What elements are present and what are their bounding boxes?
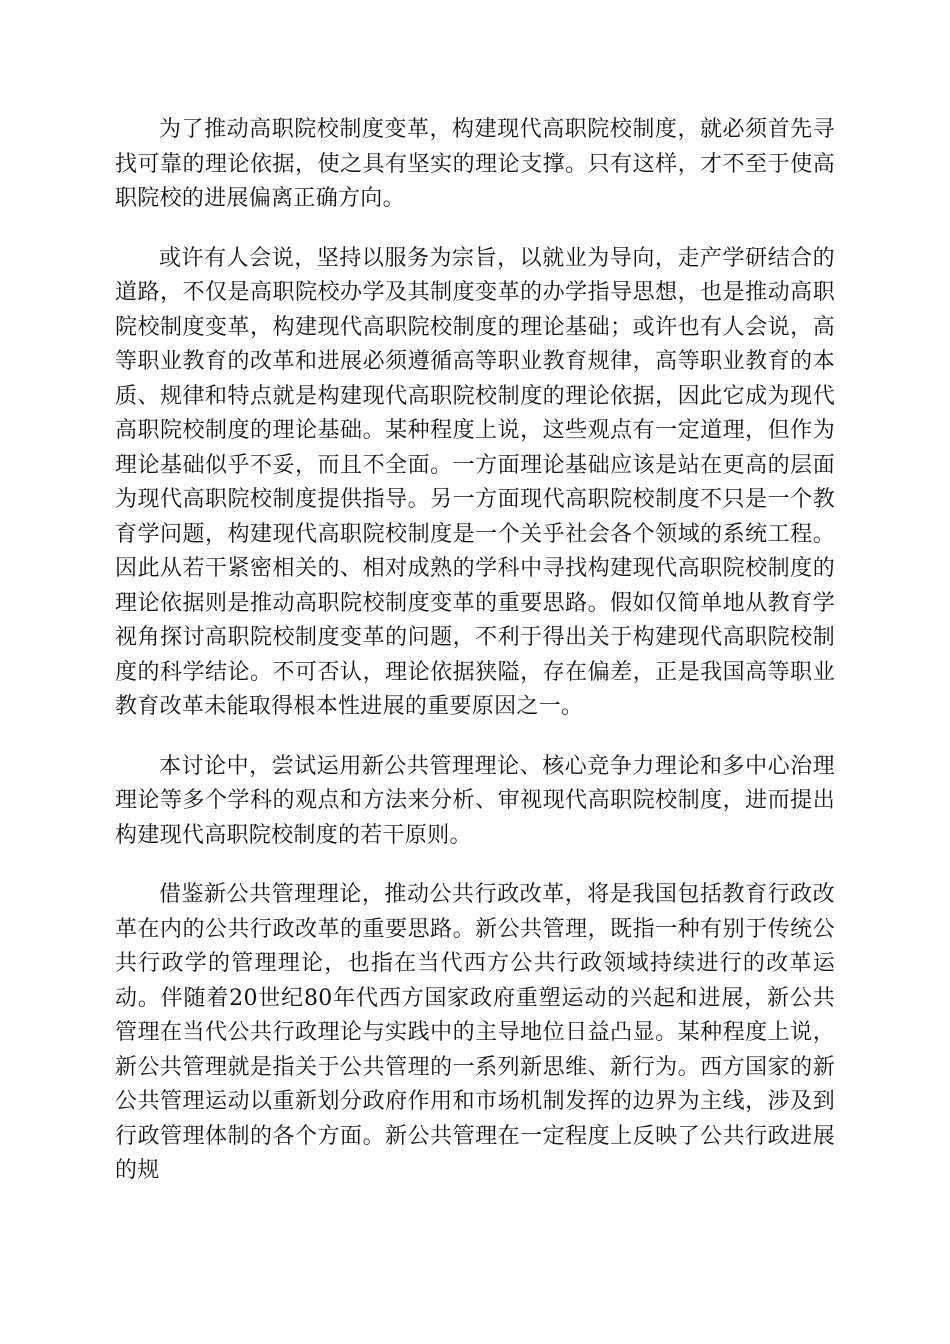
paragraph-3: 本讨论中，尝试运用新公共管理理论、核心竞争力理论和多中心治理理论等多个学科的观点和方法来分析、审视现代高职院校制度，进而提出构建现代高职院校制度的若干原则。 <box>115 753 835 848</box>
paragraph-2: 或许有人会说，坚持以服务为宗旨，以就业为导向，走产学研结合的道路，不仅是高职院校办学及其制度变革的办学指导思想，也是推动高职院校制度变革，构建现代高职院校制度的理论基础；或许也有人会说，高等职业教育的改革和进展必须遵循高等职业教育规律，高等职业教育的本质、规律和特点就是构建现代高职院校制度的理论依据，因此它成为现代高职院校制度的理论基础。某种程度上说，这些观点有一定道理，但作为理论基础似乎不妥，而且不全面。一方面理论基础应该是站在更高的层面为现代高职院校制度提供指导。另一方面现代高职院校制度不只是一个教育学问题，构建现代高职院校制度是一个关乎社会各个领域的系统工程。因此从若干紧密相关的、相对成熟的学科中寻找构建现代高职院校制度的理论依据则是推动高职院校制度变革的重要思路。假如仅简单地从教育学视角探讨高职院校制度变革的问题，不利于得出关于构建现代高职院校制度的科学结论。不可否认，理论依据狭隘，存在偏差，正是我国高等职业教育改革未能取得根本性进展的重要原因之一。 <box>115 245 835 719</box>
paragraph-1: 为了推动高职院校制度变革，构建现代高职院校制度，就必须首先寻找可靠的理论依据，使之具有坚实的理论支撑。只有这样，才不至于使高职院校的进展偏离正确方向。 <box>115 117 835 211</box>
paragraph-4: 借鉴新公共管理理论，推动公共行政改革，将是我国包括教育行政改革在内的公共行政改革的重要思路。新公共管理，既指一种有别于传统公共行政学的管理理论，也指在当代西方公共行政领域持续进行的改革运动。伴随着20世纪80年代西方国家政府重塑运动的兴起和进展，新公共管理在当代公共行政理论与实践中的主导地位日益凸显。某种程度上说，新公共管理就是指关于公共管理的一系列新思维、新行为。西方国家的新公共管理运动以重新划分政府作用和市场机制发挥的边界为主线，涉及到行政管理体制的各个方面。新公共管理在一定程度上反映了公共行政进展的规 <box>115 882 835 1183</box>
document-body <box>115 113 835 1214</box>
